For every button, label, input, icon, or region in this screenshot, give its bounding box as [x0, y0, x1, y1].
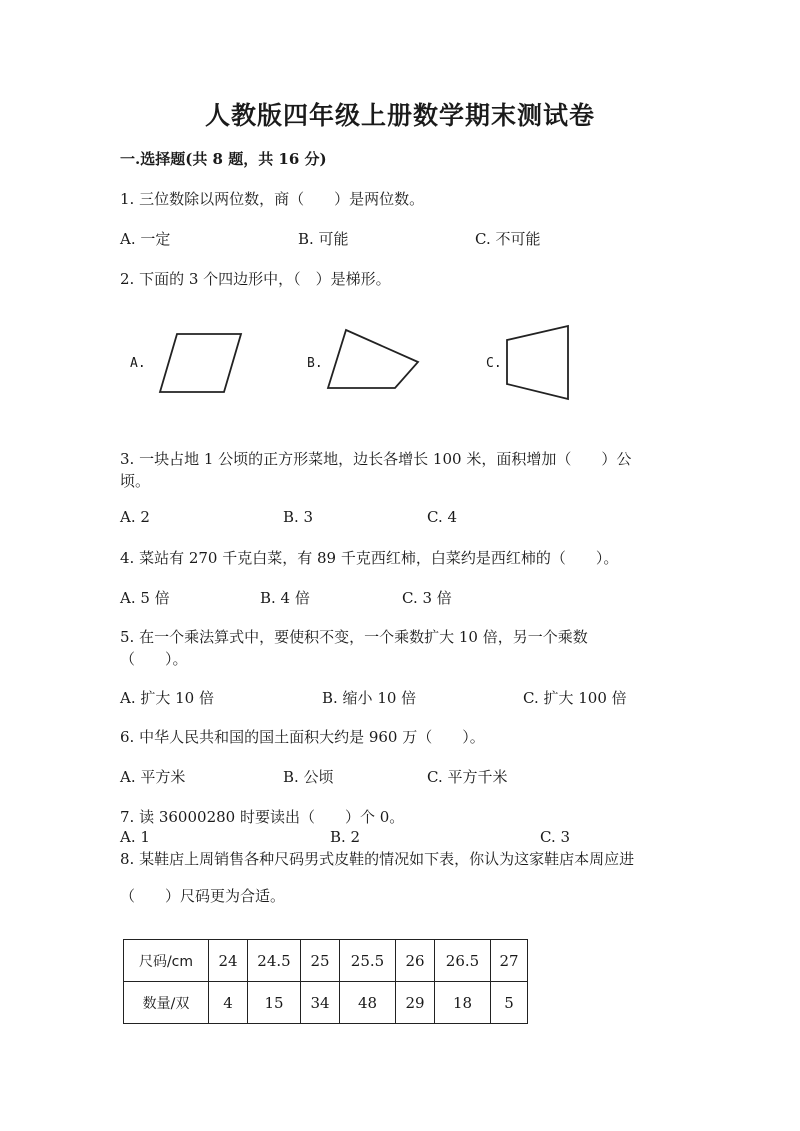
q1-option-b: B. 可能: [298, 230, 349, 248]
table-cell: 25.5: [340, 940, 396, 982]
q7-option-a: A. 1: [120, 828, 150, 846]
table-cell: 15: [248, 982, 301, 1024]
question-7: 7. 读 36000280 时要读出（ ）个 0。: [120, 808, 405, 826]
table-cell: 48: [340, 982, 396, 1024]
table-row-size: [124, 940, 528, 982]
q3-option-b: B. 3: [283, 508, 314, 526]
q4-option-a: A. 5 倍: [120, 589, 170, 607]
q5-option-a: A. 扩大 10 倍: [120, 689, 214, 707]
quadrilateral-shape-b: [328, 330, 418, 388]
table-cell: 24: [209, 940, 248, 982]
q5-option-b: B. 缩小 10 倍: [322, 689, 417, 707]
question-3-line1: 3. 一块占地 1 公顷的正方形菜地，边长各增长 100 米，面积增加（ ）公: [120, 450, 632, 468]
table-cell: 29: [396, 982, 435, 1024]
q3-option-c: C. 4: [427, 508, 458, 526]
quadrilateral-figures: [0, 300, 800, 410]
q1-option-c: C. 不可能: [475, 230, 541, 248]
shape-label-c: C.: [486, 356, 502, 371]
question-8-line1: 8. 某鞋店上周销售各种尺码男式皮鞋的情况如下表，你认为这家鞋店本周应进: [120, 850, 635, 868]
page-title: 人教版四年级上册数学期末测试卷: [204, 101, 595, 130]
shoe-size-table: [123, 939, 528, 1024]
question-5-line1: 5. 在一个乘法算式中，要使积不变，一个乘数扩大 10 倍，另一个乘数: [120, 628, 588, 646]
table-cell: 34: [301, 982, 340, 1024]
table-cell: 26.5: [435, 940, 491, 982]
question-3-line2: 顷。: [120, 472, 151, 490]
trapezoid-shape-c: [507, 326, 568, 399]
table-cell: 24.5: [248, 940, 301, 982]
question-1: 1. 三位数除以两位数，商（ ）是两位数。: [120, 190, 425, 208]
q6-option-b: B. 公顷: [283, 768, 334, 786]
section-heading: 一.选择题(共 8 题，共 16 分): [120, 150, 327, 168]
question-5-line2: （ ）。: [120, 650, 188, 668]
question-4: 4. 菜站有 270 千克白菜，有 89 千克西红柿，白菜约是西红柿的（ ）。: [120, 549, 619, 567]
shape-label-b: B.: [307, 356, 323, 371]
question-8-line2: （ ）尺码更为合适。: [120, 887, 286, 905]
q6-option-a: A. 平方米: [120, 768, 186, 786]
table-cell: 18: [435, 982, 491, 1024]
question-6: 6. 中华人民共和国的国土面积大约是 960 万（ ）。: [120, 728, 485, 746]
q4-option-c: C. 3 倍: [402, 589, 452, 607]
table-header-size: 尺码/cm: [124, 940, 209, 982]
table-header-quantity: 数量/双: [124, 982, 209, 1024]
q7-option-b: B. 2: [330, 828, 361, 846]
table-cell: 26: [396, 940, 435, 982]
question-2: 2. 下面的 3 个四边形中，（ ）是梯形。: [120, 270, 391, 288]
parallelogram-shape-a: [160, 334, 241, 392]
q3-option-a: A. 2: [120, 508, 150, 526]
q5-option-c: C. 扩大 100 倍: [523, 689, 627, 707]
q7-option-c: C. 3: [540, 828, 571, 846]
table-cell: 27: [491, 940, 528, 982]
q4-option-b: B. 4 倍: [260, 589, 310, 607]
table-row-quantity: [124, 982, 528, 1024]
table-cell: 4: [209, 982, 248, 1024]
table-cell: 5: [491, 982, 528, 1024]
shape-label-a: A.: [130, 356, 146, 371]
table-cell: 25: [301, 940, 340, 982]
q6-option-c: C. 平方千米: [427, 768, 508, 786]
q1-option-a: A. 一定: [120, 230, 171, 248]
